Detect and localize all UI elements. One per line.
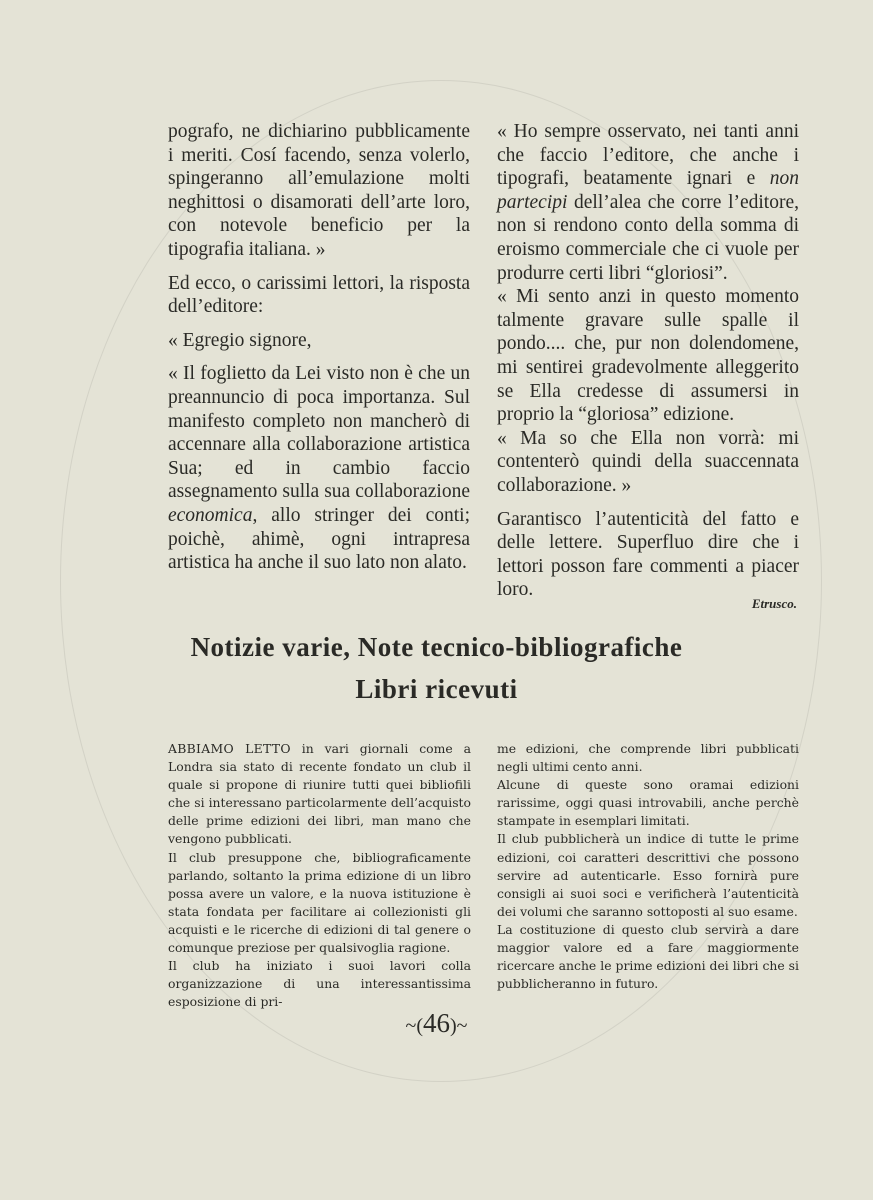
paragraph: Il club ha iniziato i suoi lavori colla organizzazione di una interessantissima esposizione di pri-: [168, 958, 471, 1010]
text-run: dell’alea che corre l’editore, non si rendono conto della somma di eroismo commerciale che ci vuole per produrre certi libri “gloriosi”.: [497, 191, 799, 284]
paragraph: « Egregio signore,: [168, 329, 312, 351]
lead-in: ABBIAMO LETTO: [168, 741, 291, 756]
upper-right-column: [497, 120, 799, 602]
paragraph: Alcune di queste sono oramai edizioni rarissime, oggi quasi introvabili, anche perchè stampate in esemplari limitati.: [497, 777, 799, 829]
paragraph: Il club presuppone che, bibliograficamente parlando, soltanto la prima edizione di un libro possa avere un valore, e la nuova istituzione è stata fondata per facilitare ai collezionisti gli acquisti e le ricerche di edizioni di tal genere o comunque preziose per qualsivoglia ragione.: [168, 849, 471, 956]
lower-left-column: [168, 740, 471, 1011]
page-number-value: 46: [423, 1008, 450, 1038]
page-number: [0, 1008, 873, 1039]
italic-run: non partecipi: [497, 168, 799, 213]
paragraph: pografo, ne dichiarino pubblicamente i meriti. Cosí facendo, senza volerlo, spingeranno all’emulazione molti neghittosi o disamorati dell’arte loro, con notevole beneficio per la tipografia italiana. »: [168, 121, 470, 260]
paragraph: « Ma so che Ella non vorrà: mi contenterò quindi della suaccennata collaborazione. »: [497, 427, 799, 496]
paragraph: Il club pubblicherà un indice di tutte le prime edizioni, coi caratteri descrittivi che possono servire ad autenticarle. Esso fornirà pure consigli ai suoi soci e verificherà l’autenticità dei volumi che saranno sottoposti al suo esame.: [497, 831, 799, 919]
paragraph: [168, 740, 471, 849]
paragraph: Ed ecco, o carissimi lettori, la risposta dell’editore:: [168, 272, 470, 318]
lower-right-column: [497, 740, 799, 993]
signature: Etrusco.: [751, 596, 797, 611]
text-run: « Il foglietto da Lei visto non è che un preannuncio di poca importanza. Sul manifesto completo non mancherò di accennare alla collaborazione artistica Sua; ed in cambio faccio assegnamento sulla sua collaborazione: [168, 363, 470, 503]
paragraph: « Mi sento anzi in questo momento talmente gravare sulle spalle il pondo.... che, pur non dolendomene, mi sentirei gradevolmente alleggerito se Ella credesse di assumersi in proprio la “gloriosa” edizione.: [497, 286, 799, 426]
paragraph: Garantisco l’autenticità del fatto e delle lettere. Superfluo dire che i lettori posson fare commenti a piacer loro.: [497, 508, 799, 601]
upper-left-column: [168, 120, 470, 575]
text-run: , allo stringer dei conti; poichè, ahimè, ogni intrapresa artistica ha anche il suo lato non alato.: [168, 504, 470, 574]
text-run: in vari giornali come a Londra sia stato di recente fondato un club il quale si propone di riunire tutti quei bibliofili che si interessano particolarmente dell’acquisto delle prime edizioni dei libri, man mano che vengono pubblicati.: [168, 741, 471, 847]
italic-run: economica: [168, 504, 253, 526]
paragraph: [497, 120, 799, 285]
paragraph: La costituzione di questo club servirà a dare maggior valore ed a fare maggiormente ricercare anche le prime edizioni dei libri che si pubblicheranno in futuro.: [497, 921, 799, 992]
paragraph: me edizioni, che comprende libri pubblicati negli ultimi cento anni.: [497, 741, 799, 775]
ornament-left: ~(: [405, 1015, 423, 1037]
paragraph: [168, 362, 470, 574]
text-run: « Ho sempre osservato, nei tanti anni che faccio l’editore, che anche i tipografi, beatamente ignari e: [497, 121, 799, 190]
section-heading: Notizie varie, Note tecnico-bibliografiche: [190, 632, 683, 662]
section-subheading: Libri ricevuti: [355, 674, 518, 704]
ornament-right: )~: [450, 1015, 468, 1037]
